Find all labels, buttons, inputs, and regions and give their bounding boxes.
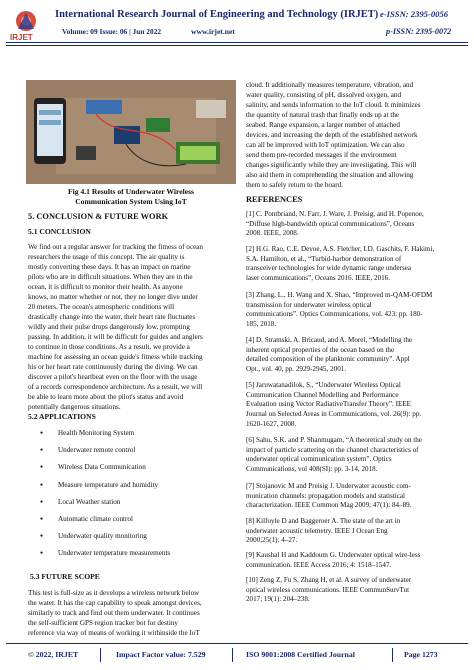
- text-line: [2] H.G. Rao, C.E. Devoe, A.S. Fletcher, I.D. Gaschits, F. Hakimi,: [246, 245, 435, 253]
- text-line: to continue in those conditions. As a result, we provide a: [28, 343, 190, 351]
- text-line: optical wireless communications. IEEE CommunSurvTut: [246, 585, 410, 594]
- caption-line: Communication System Using IoT: [75, 197, 187, 206]
- subsection-heading-future-scope: 5.3 FUTURE SCOPE: [30, 572, 100, 581]
- reference-6: [246, 436, 454, 475]
- reference-8: [246, 517, 454, 546]
- text-line: the quantity of natural trash that finally ends up at the: [246, 111, 400, 119]
- text-line: water quality, consisting of pH, dissolved oxygen, and: [246, 91, 402, 99]
- list-item: ● Local Weather station: [40, 498, 170, 515]
- text-line: pilots who are in difficult situations. When they are in the: [28, 273, 193, 281]
- footer-copyright: © 2022, IRJET: [28, 650, 79, 659]
- text-line: potentially dangerous situations.: [28, 403, 121, 411]
- text-line: underwater acoustic telemetry. IEEE J Ocean Eng: [246, 526, 388, 535]
- text-line: inherent optical properties of the ocean based on the: [246, 345, 395, 354]
- text-line: underwater optical communication system”, Optics: [246, 455, 392, 464]
- text-line: the self-sufficient GPS region tracker bot for destiny: [28, 619, 178, 627]
- reference-9: [246, 551, 454, 570]
- text-line: 20 meters. The ocean's atmospheric conditions will: [28, 303, 175, 311]
- journal-title: International Research Journal of Engineering and Technology (IRJET): [55, 9, 379, 20]
- continuation-paragraph: [246, 80, 454, 190]
- reference-10: [246, 576, 454, 605]
- text-line: seabed. Range expansion, a larger number of attached: [246, 121, 400, 129]
- text-line: similarly to track and find out them underwater. It continues: [28, 609, 200, 617]
- text-line: Journal on Selected Areas in Communications, vol. 26(9): pp.: [246, 410, 422, 419]
- text-line: passing. In addition, it will be difficult for guides and anglers: [28, 333, 203, 341]
- text-line: S.A. Hamilton, et al., “Turbid-harbor demonstration of: [246, 254, 402, 263]
- conclusion-paragraph: [28, 242, 236, 412]
- caption-line: Fig 4.1 Results of Underwater Wireless: [68, 187, 194, 196]
- footer-iso: ISO 9001:2008 Certified Journal: [246, 650, 355, 659]
- text-line: wildly and their pulse drops dangerously low, prompting: [28, 323, 190, 331]
- e-issn: e-ISSN: 2395-0056: [380, 9, 449, 19]
- text-line: 2008. IEEE, 2008.: [246, 229, 299, 238]
- text-line: 2017; 19(1): 204–238.: [246, 595, 310, 604]
- footer-rule: [6, 643, 468, 644]
- text-line: 1620-1627, 2008.: [246, 419, 297, 428]
- header-rule-bottom: [6, 45, 468, 46]
- reference-7: [246, 482, 454, 511]
- text-line: We find out a regular answer for tracking the fitness of ocean: [28, 243, 203, 251]
- future-scope-paragraph: [28, 588, 236, 638]
- list-item: ● Underwater temperature measurements: [40, 549, 170, 566]
- reference-1: [246, 210, 454, 239]
- list-item: ● Underwater remote control: [40, 446, 170, 463]
- applications-list: [40, 429, 170, 567]
- text-line: 2000;25(1): 4–27.: [246, 536, 298, 545]
- text-line: [4] D. Stramski, A. Bricaud, and A. Morel, “Modelling the: [246, 336, 413, 344]
- text-line: transmission for underwater wireless optical: [246, 300, 372, 309]
- text-line: machine for assessing an ocean guide's fitness while tracking: [28, 353, 203, 361]
- list-item: ● Health Monitoring System: [40, 429, 170, 446]
- lcd-module-icon: [86, 100, 122, 114]
- text-line: changes significantly while they are investigating. This will: [246, 161, 417, 169]
- text-line: characterization. IEEE Common Mag 2009; 47(1): 84–89.: [246, 501, 412, 510]
- text-line: them to safely return to the board.: [246, 181, 343, 189]
- figure-caption: [28, 187, 234, 207]
- reference-2: [246, 245, 454, 284]
- footer-impact-factor: Impact Factor value: 7.529: [116, 650, 206, 659]
- text-line: detailed composition of the planktonic community”. Appl: [246, 355, 410, 364]
- text-line: munication channels: propagation models and statistical: [246, 491, 405, 500]
- text-line: devices, and increasing the depth of the established network: [246, 131, 418, 139]
- header-rule-top: [6, 42, 468, 43]
- reference-5: [246, 381, 454, 430]
- subsection-heading-applications: 5.2 APPLICATIONS: [28, 412, 96, 421]
- footer-separator: [100, 648, 101, 662]
- list-item: ● Measure temperature and humidity: [40, 481, 170, 498]
- references-heading: REFERENCES: [246, 195, 303, 204]
- list-item: ● Automatic climate control: [40, 515, 170, 532]
- text-line: impact of particle scattering on the channel characteristics of: [246, 445, 419, 454]
- text-line: transceiver technologies for wide dynamic range undersea: [246, 264, 412, 273]
- p-issn: p-ISSN: 2395-0072: [386, 27, 452, 36]
- text-line: be able to learn more about the pilot's status and avoid: [28, 393, 184, 401]
- text-line: the water. It has the cap capability to speak amongst devices,: [28, 599, 202, 607]
- text-line: his or her heart rate continuously during the diving. We can: [28, 363, 198, 371]
- microcontroller-board-icon: [114, 126, 140, 144]
- text-line: communication. IEEE Access 2016; 4: 1518–1547.: [246, 560, 392, 569]
- text-line: send them pre-recorded messages if the environment: [246, 151, 397, 159]
- text-line: researchers the usage of this concept. The air quality is: [28, 253, 185, 261]
- text-line: [7] Stojanovic M and Preisig J. Underwater acoustic com-: [246, 482, 411, 490]
- text-line: [5] Jaruwatanadilok, S., “Underwater Wireless Optical: [246, 381, 401, 389]
- list-item: ● Underwater quality monitoring: [40, 532, 170, 549]
- text-line: [3] Zhang, L., H. Wang and X. Shao, “Improved m-QAM-OFDM: [246, 291, 433, 299]
- text-line: [8] Kilfoyle D and Baggeroer A. The state of the art in: [246, 517, 401, 525]
- text-line: drastically change into the water, their heart rate fluctuates: [28, 313, 196, 321]
- text-line: communications”. Optics Communications, vol. 423: pp. 180-: [246, 310, 423, 319]
- text-line: salinity, and sends information to the IoT cloud. It minimizes: [246, 101, 421, 109]
- text-line: [9] Kaushal H and Kaddoum G. Underwater optical wire-less: [246, 551, 421, 559]
- logo-text: IRJET: [10, 33, 33, 42]
- list-item: ● Wireless Data Communication: [40, 463, 170, 480]
- figure-photo: [26, 80, 236, 184]
- text-line: Communication Channel Modelling and Performance: [246, 390, 399, 399]
- reference-4: [246, 336, 454, 375]
- volume-issue: Volume: 09 Issue: 06 | Jun 2022: [62, 27, 162, 36]
- text-line: cloud. It additionally measures temperature, vibration, and: [246, 81, 414, 89]
- text-line: Evaluation using Vector RadiativeTransfer Theory”. IEEE: [246, 400, 411, 409]
- text-line: This test is full-size as it develops a wireless network below: [28, 589, 200, 597]
- reference-3: [246, 291, 454, 330]
- footer-separator: [392, 648, 393, 662]
- journal-logo: [6, 9, 46, 45]
- text-line: of a records correspondence architecture. As a result, we will: [28, 383, 203, 391]
- text-line: Opt., vol. 40, pp. 2929-2945, 2001.: [246, 365, 347, 374]
- text-line: reference via way of means of working it withinside the IoT: [28, 629, 200, 637]
- text-line: mostly converting these days. It has an impact on marine: [28, 263, 191, 271]
- text-line: 185, 2018.: [246, 320, 277, 329]
- text-line: [10] Zeng Z, Fu S, Zhang H, et al. A survey of underwater: [246, 576, 412, 584]
- text-line: can all be improved with IoT optimization. We can also: [246, 141, 405, 149]
- text-line: ocean, it is difficult to monitor their health. As anyone: [28, 283, 183, 291]
- section-heading-conclusion-future: 5. CONCLUSION & FUTURE WORK: [28, 212, 169, 221]
- text-line: [1] C. Pontbriand, N. Farr, J. Ware, J. Preisig, and H. Popenoe,: [246, 210, 424, 218]
- footer-separator: [232, 648, 233, 662]
- footer-page-number: Page 1273: [404, 650, 438, 659]
- text-line: knows, no matter whether or not, they no longer dive under: [28, 293, 198, 301]
- text-line: “Diffuse high-bandwidth optical communications”, Oceans: [246, 219, 415, 228]
- text-line: also aid them in comprehending the situation and allowing: [246, 171, 414, 179]
- text-line: discover a pilot's heartbeat even on the floor with the usage: [28, 373, 198, 381]
- journal-website-link[interactable]: www.irjet.net: [191, 27, 235, 36]
- text-line: laser communications”, Oceans 2016. IEEE, 2016.: [246, 274, 391, 283]
- text-line: Communications, vol 408(SI): pp. 3-14, 2018.: [246, 465, 378, 474]
- text-line: [6] Sahu, S.K. and P. Shanmugam, “A theoretical study on the: [246, 436, 422, 444]
- subsection-heading-conclusion: 5.1 CONCLUSION: [28, 227, 91, 236]
